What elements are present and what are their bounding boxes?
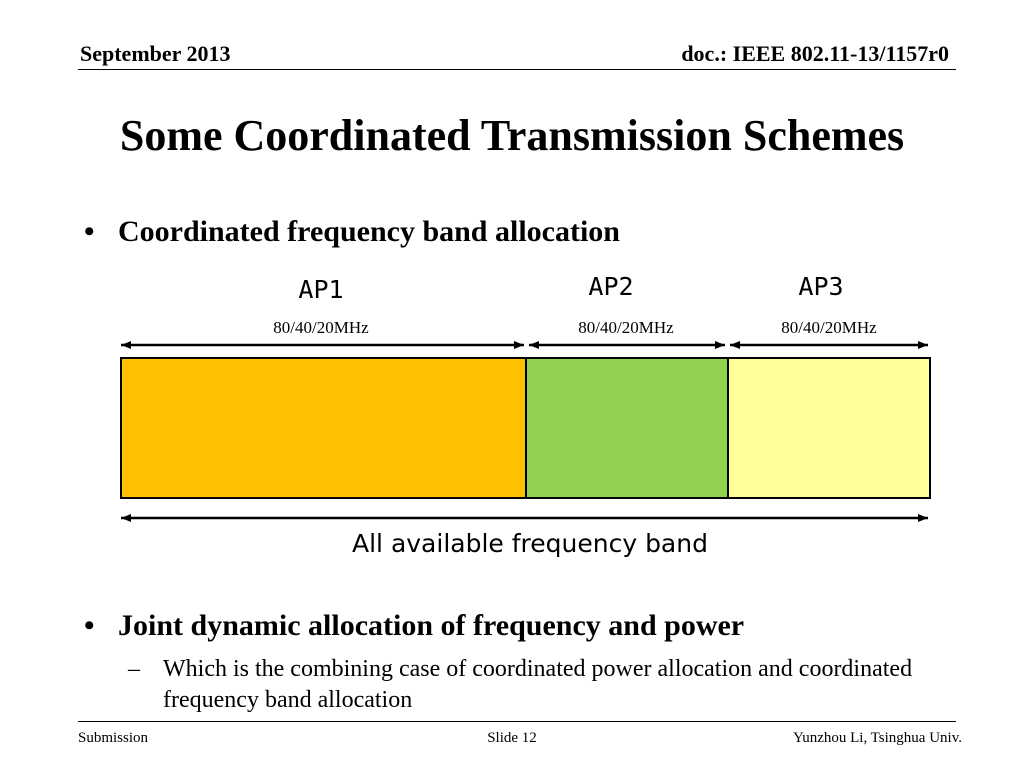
ap3-band-block [728, 358, 930, 498]
footer-submission: Submission [78, 730, 149, 746]
bullet-text: Coordinated frequency band allocation [118, 215, 620, 248]
header-doc-id: doc.: IEEE 802.11-13/1157r0 [681, 41, 949, 66]
sub-bullet-item [128, 654, 928, 716]
ap2-band-block [526, 358, 728, 498]
total-band-label: All available frequency band [352, 529, 708, 558]
ap2-bandwidth-label: 80/40/20MHz [578, 318, 674, 337]
dash-icon: – [128, 656, 140, 682]
header-rule [78, 69, 956, 70]
ap1-band-block [121, 358, 526, 498]
footer-rule [78, 721, 956, 722]
ap2-label: AP2 [588, 272, 634, 301]
slide-title: Some Coordinated Transmission Schemes [119, 111, 905, 160]
ap3-label: AP3 [798, 272, 844, 301]
ap1-label: AP1 [298, 275, 344, 304]
bullet-icon: • [84, 215, 95, 248]
sub-bullet-text: Which is the combining case of coordinated power allocation and coordinated frequency band allocation [163, 656, 913, 713]
bullet-item [84, 214, 620, 250]
bullet-item [84, 608, 744, 644]
ap1-bandwidth-label: 80/40/20MHz [273, 318, 369, 337]
footer-slide-number: Slide 12 [487, 730, 537, 746]
bullet-icon: • [84, 609, 95, 642]
ap3-bandwidth-label: 80/40/20MHz [781, 318, 877, 337]
footer-author: Yunzhou Li, Tsinghua Univ. [793, 730, 962, 746]
bullet-text: Joint dynamic allocation of frequency and power [118, 609, 745, 642]
frequency-band-diagram [115, 268, 935, 568]
header-date: September 2013 [80, 41, 231, 66]
